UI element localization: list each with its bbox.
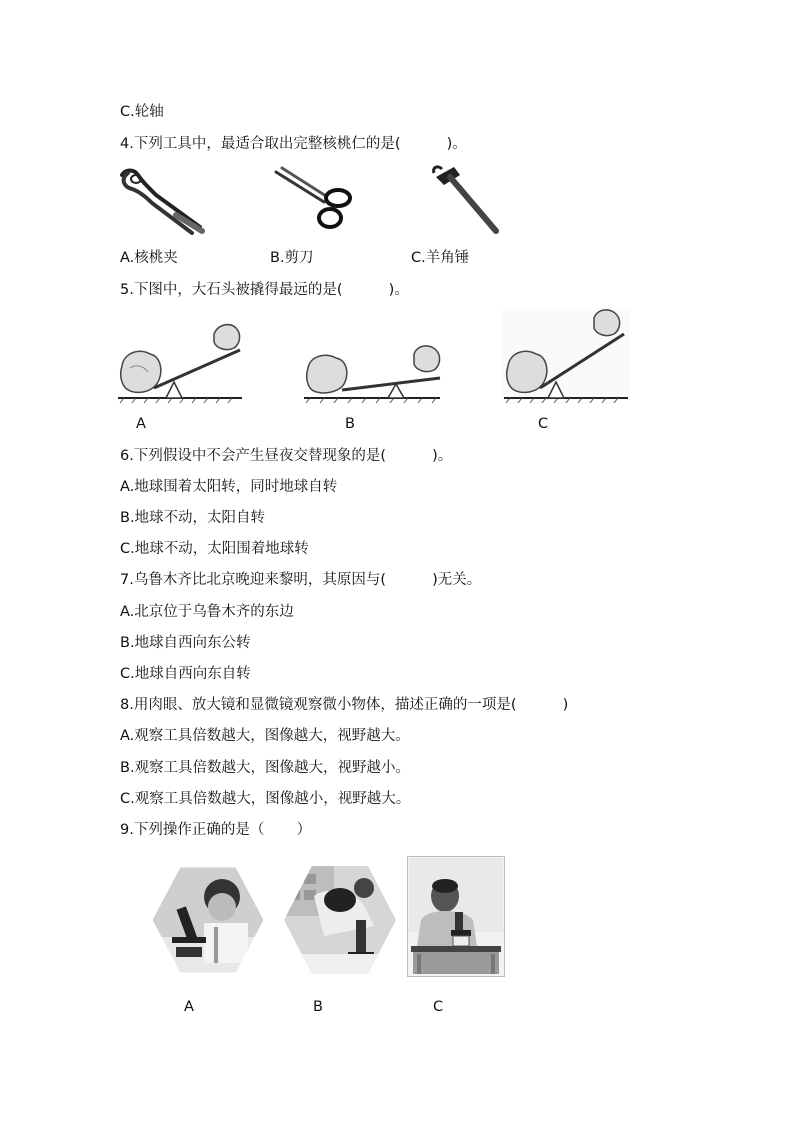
scissors-image (272, 166, 358, 232)
question-6: 6.下列假设中不会产生昼夜交替现象的是( )。 (120, 448, 453, 464)
q7-option-c: C.地球自西向东自转 (120, 666, 251, 682)
q7-option-a: A.北京位于乌鲁木齐的东边 (120, 604, 294, 620)
q8-option-a: A.观察工具倍数越大，图像越大，视野越大。 (120, 728, 410, 744)
q6-option-b: B.地球不动，太阳自转 (120, 510, 266, 526)
q5-label-c: C (538, 416, 549, 432)
q4-option-b: B.剪刀 (270, 250, 314, 266)
q4-option-c: C.羊角锤 (411, 250, 470, 266)
q9-label-c: C (433, 999, 444, 1015)
q8-option-c: C.观察工具倍数越大，图像越小，视野越大。 (120, 791, 411, 807)
q9-label-b: B (313, 999, 323, 1015)
q4-option-a: A.核桃夹 (120, 250, 178, 266)
microscope-photo-c (407, 856, 513, 980)
claw-hammer-image (432, 163, 504, 237)
question-7: 7.乌鲁木齐比北京晚迎来黎明，其原因与( )无关。 (120, 572, 482, 588)
q6-option-a: A.地球围着太阳转，同时地球自转 (120, 479, 338, 495)
q9-label-a: A (184, 999, 194, 1015)
q7-option-b: B.地球自西向东公转 (120, 635, 251, 651)
lever-figure-a (116, 318, 244, 404)
question-5: 5.下图中，大石头被撬得最远的是( )。 (120, 282, 409, 298)
q5-label-a: A (136, 416, 146, 432)
lever-figure-c (502, 308, 630, 404)
lever-figure-b (302, 338, 442, 404)
microscope-photo-b (284, 866, 396, 974)
question-9: 9.下列操作正确的是（ ） (120, 822, 312, 838)
microscope-photo-a (152, 867, 264, 973)
option-c-wheel-axle: C.轮轴 (120, 104, 164, 120)
question-4: 4.下列工具中，最适合取出完整核桃仁的是( )。 (120, 136, 467, 152)
q8-option-b: B.观察工具倍数越大，图像越大，视野越小。 (120, 760, 411, 776)
q5-label-b: B (345, 416, 355, 432)
question-8: 8.用肉眼、放大镜和显微镜观察微小物体，描述正确的一项是( ) (120, 697, 569, 713)
q6-option-c: C.地球不动，太阳围着地球转 (120, 541, 309, 557)
walnut-cracker-image (116, 165, 206, 237)
